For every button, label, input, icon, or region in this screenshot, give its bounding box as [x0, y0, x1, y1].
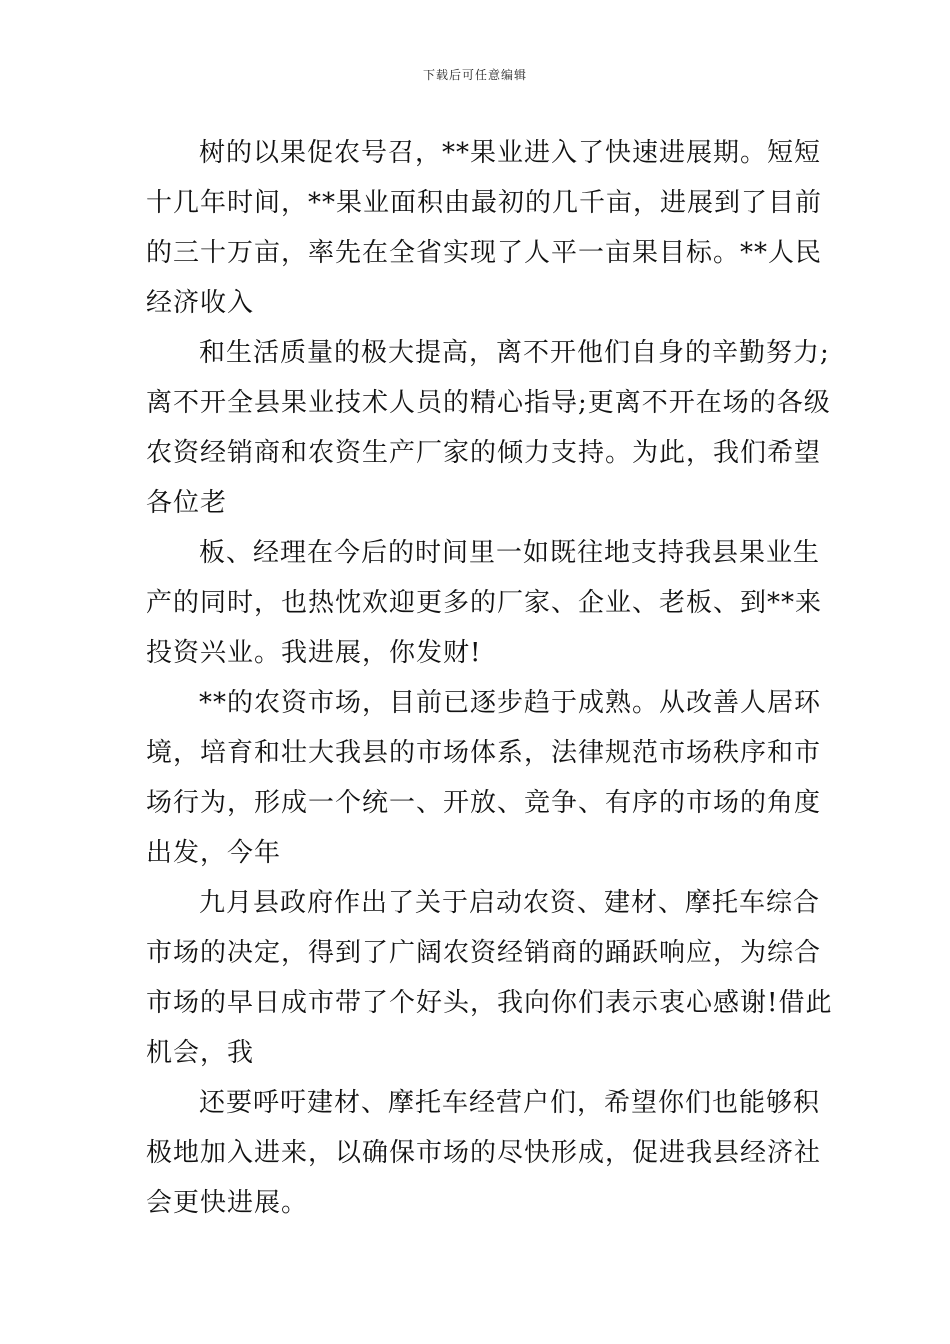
paragraph-line: 市场的决定，得到了广阔农资经销商的踊跃响应，为综合: [146, 938, 822, 968]
paragraph-2: [146, 328, 831, 528]
paragraph-line: 离不开全县果业技术人员的精心指导;更离不开在场的各级: [146, 388, 831, 418]
paragraph-line: 境，培育和壮大我县的市场体系，法律规范市场秩序和市: [146, 738, 822, 768]
paragraph-line: 和生活质量的极大提高，离不开他们自身的辛勤努力;: [199, 338, 830, 368]
paragraph-line: 农资经销商和农资生产厂家的倾力支持。为此，我们希望: [146, 438, 822, 468]
paragraph-line: 各位老: [146, 488, 228, 518]
paragraph-1: [146, 128, 823, 328]
paragraph-3: [146, 528, 823, 678]
paragraph-line: 机会，我: [146, 1038, 255, 1068]
paragraph-line: 树的以果促农号召，**果业进入了快速进展期。短短: [199, 138, 822, 168]
paragraph-line: 十几年时间，**果业面积由最初的几千亩，进展到了目前: [146, 188, 823, 218]
paragraph-line: 市场的早日成市带了个好头，我向你们表示衷心感谢!借此: [146, 988, 833, 1018]
paragraph-line: 极地加入进来，以确保市场的尽快形成，促进我县经济社: [146, 1138, 822, 1168]
paragraph-4: [146, 678, 822, 878]
paragraph-line: 九月县政府作出了关于启动农资、建材、摩托车综合: [199, 888, 821, 918]
paragraph-line: 出发，今年: [146, 838, 282, 868]
document-body: [146, 128, 833, 1228]
paragraph-line: 投资兴业。我进展，你发财!: [146, 638, 482, 668]
paragraph-line: 还要呼吁建材、摩托车经营户们，希望你们也能够积: [199, 1088, 821, 1118]
paragraph-line: 产的同时，也热忱欢迎更多的厂家、企业、老板、到**来: [146, 588, 823, 618]
paragraph-line: 板、经理在今后的时间里一如既往地支持我县果业生: [199, 538, 821, 568]
paragraph-line: 经济收入: [146, 288, 255, 318]
paragraph-line: 的三十万亩，率先在全省实现了人平一亩果目标。**人民: [146, 238, 823, 268]
paragraph-5: [146, 878, 833, 1078]
paragraph-line: 会更快进展。: [146, 1188, 309, 1218]
paragraph-line: **的农资市场，目前已逐步趋于成熟。从改善人居环: [199, 688, 822, 718]
header-note: 下载后可任意编辑: [422, 68, 527, 82]
paragraph-6: [146, 1078, 822, 1228]
paragraph-line: 场行为，形成一个统一、开放、竞争、有序的市场的角度: [146, 788, 822, 818]
